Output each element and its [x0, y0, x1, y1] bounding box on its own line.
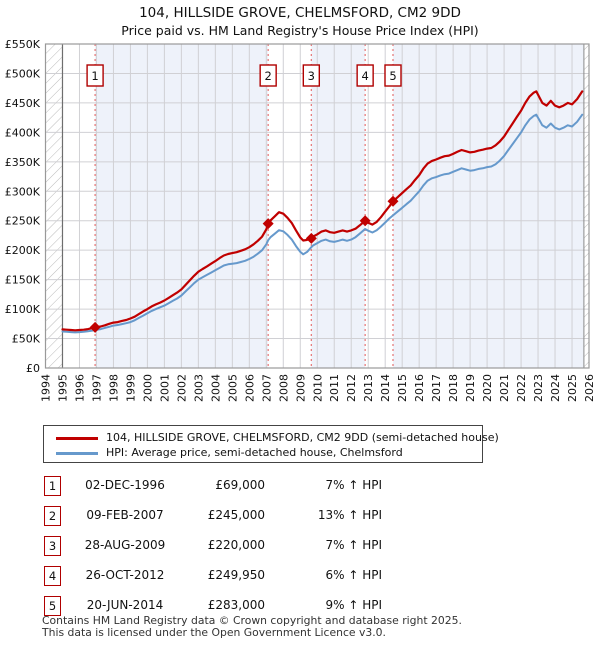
transaction-number-badge: 3 [44, 536, 61, 556]
x-axis-year-label: 2020 [481, 374, 495, 402]
x-axis-year-label: 2025 [566, 374, 580, 402]
transaction-hpi-change: 7% ↑ HPI [325, 538, 382, 552]
x-axis-year-label: 2006 [243, 374, 257, 402]
transaction-date: 28-AUG-2009 [84, 538, 166, 552]
x-axis-year-label: 2002 [175, 374, 189, 402]
x-axis-year-label: 2017 [430, 374, 444, 402]
transaction-date: 02-DEC-1996 [85, 478, 165, 492]
x-axis-year-label: 1994 [39, 374, 53, 402]
y-axis-tick-label: £500K [4, 67, 40, 81]
transaction-number-badge: 2 [44, 506, 61, 526]
x-axis-year-label: 2023 [532, 374, 546, 402]
property-line-swatch [56, 437, 98, 440]
x-axis-year-label: 2022 [515, 374, 529, 402]
transaction-number-badge: 5 [44, 596, 61, 616]
transaction-date: 09-FEB-2007 [86, 508, 164, 522]
y-axis-tick-label: £400K [4, 126, 40, 140]
x-axis-year-label: 2016 [413, 374, 427, 402]
x-axis-year-label: 2013 [362, 374, 376, 402]
transaction-price: £245,000 [207, 508, 265, 522]
transaction-row [0, 536, 600, 558]
x-axis-year-label: 2019 [464, 374, 478, 402]
chart-legend [43, 425, 499, 463]
x-axis-year-label: 2012 [345, 374, 359, 402]
x-axis-year-label: 2009 [294, 374, 308, 402]
transaction-row [0, 506, 600, 528]
x-axis-year-label: 2021 [498, 374, 512, 402]
footer-line-1: Contains HM Land Registry data © Crown copyright and database right 2025. [42, 614, 462, 627]
legend-item-property [44, 430, 499, 446]
x-axis-year-label: 2011 [328, 374, 342, 402]
x-axis-year-label: 2024 [549, 374, 563, 402]
x-axis-year-label: 1997 [90, 374, 104, 402]
transaction-hpi-change: 6% ↑ HPI [325, 568, 382, 582]
x-axis-year-label: 2015 [396, 374, 410, 402]
page-subtitle: Price paid vs. HM Land Registry's House Price Index (HPI) [121, 23, 479, 38]
x-axis-year-label: 2014 [379, 374, 393, 402]
transaction-date: 26-OCT-2012 [85, 568, 165, 582]
transaction-price: £249,950 [207, 568, 265, 582]
transaction-row [0, 476, 600, 498]
y-axis-tick-label: £50K [11, 332, 40, 346]
x-axis-year-label: 2008 [277, 374, 291, 402]
x-axis-year-label: 1995 [56, 374, 70, 402]
footer-license-text [42, 615, 582, 638]
transaction-date: 20-JUN-2014 [86, 598, 164, 612]
y-axis-tick-label: £250K [4, 214, 40, 228]
hpi-line-swatch [56, 452, 98, 455]
legend-item-hpi [44, 445, 482, 461]
transaction-row [0, 566, 600, 588]
y-axis-tick-label: £550K [4, 38, 40, 51]
y-axis-tick-label: £200K [4, 244, 40, 258]
x-axis-year-label: 2026 [583, 374, 596, 402]
y-axis-tick-label: £150K [4, 273, 40, 287]
sale-number-label: 3 [307, 69, 315, 83]
footer-line-2: This data is licensed under the Open Government Licence v3.0. [42, 625, 386, 639]
y-axis-tick-label: £300K [4, 185, 40, 199]
x-axis-year-label: 2005 [226, 374, 240, 402]
transaction-hpi-change: 13% ↑ HPI [317, 508, 382, 522]
x-axis-year-label: 1998 [107, 374, 121, 402]
transaction-number-badge: 4 [44, 566, 61, 586]
sale-number-label: 5 [389, 69, 397, 83]
transaction-price: £69,000 [215, 478, 265, 492]
sale-number-label: 2 [264, 69, 272, 83]
transaction-hpi-change: 7% ↑ HPI [325, 478, 382, 492]
x-axis-year-label: 2010 [311, 374, 325, 402]
y-axis-tick-label: £450K [4, 96, 40, 110]
transaction-price: £283,000 [207, 598, 265, 612]
x-axis-year-label: 2018 [447, 374, 461, 402]
sale-number-label: 1 [91, 69, 99, 83]
x-axis-year-label: 1996 [73, 374, 87, 402]
transaction-number-badge: 1 [44, 476, 61, 496]
x-axis-year-label: 2003 [192, 374, 206, 402]
x-axis-year-label: 2000 [141, 374, 155, 402]
x-axis-year-label: 2001 [158, 374, 172, 402]
y-axis-tick-label: £0 [26, 362, 40, 375]
page-title: 104, HILLSIDE GROVE, CHELMSFORD, CM2 9DD [139, 5, 461, 21]
transaction-hpi-change: 9% ↑ HPI [325, 598, 382, 612]
transaction-price: £220,000 [207, 538, 265, 552]
y-axis-tick-label: £350K [4, 155, 40, 169]
sale-number-label: 4 [361, 69, 369, 83]
legend-label-hpi: HPI: Average price, semi-detached house, Chelmsford [106, 446, 403, 459]
legend-label-property: 104, HILLSIDE GROVE, CHELMSFORD, CM2 9DD (semi-detached house) [106, 431, 499, 444]
y-axis-tick-label: £100K [4, 303, 40, 317]
x-axis-year-label: 2007 [260, 374, 274, 402]
x-axis-year-label: 2004 [209, 374, 223, 402]
x-axis-year-label: 1999 [124, 374, 138, 402]
